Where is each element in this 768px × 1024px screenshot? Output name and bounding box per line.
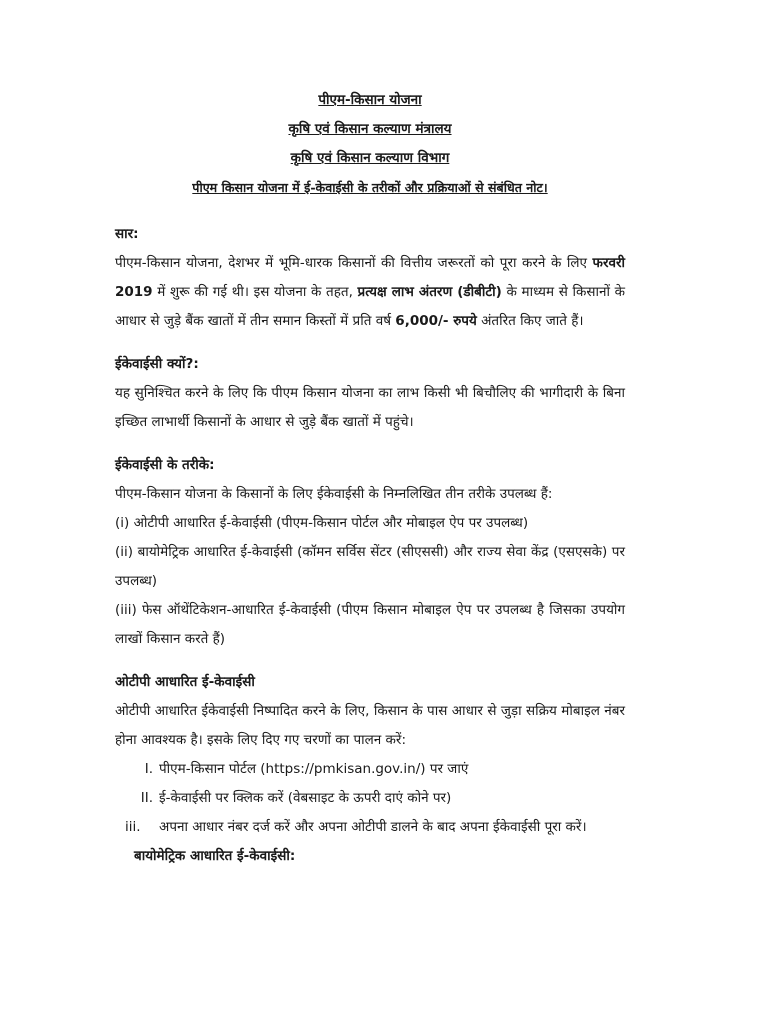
- otp-steps-list: [115, 755, 625, 842]
- list-item-number: iii.: [125, 819, 141, 835]
- summary-launch-date: फरवरी 2019: [115, 255, 625, 300]
- list-item: [115, 813, 625, 842]
- summary-heading: सार:: [115, 226, 139, 242]
- why-ekyc-paragraph: यह सुनिश्चित करने के लिए कि पीएम किसान योजना का लाभ किसी भी बिचौलिए की भागीदारी के बिना इच्छित लाभार्थी किसानों के आधार से जुड़े बैंक खातों में पहुंचे।: [115, 385, 625, 430]
- biometric-ekyc-heading: बायोमेट्रिक आधारित ई-केवाईसी:: [134, 848, 296, 864]
- list-item-text: पीएम-किसान पोर्टल (https://pmkisan.gov.in/) पर जाएं: [159, 761, 469, 777]
- list-item-text: ई-केवाईसी पर क्लिक करें (वेबसाइट के ऊपरी दाएं कोने पर): [159, 790, 452, 806]
- summary-text-a: पीएम-किसान योजना, देशभर में भूमि-धारक किसानों की वित्तीय जरूरतों को पूरा करने के लिए: [115, 255, 593, 271]
- ministry-title: कृषि एवं किसान कल्याण मंत्रालय: [288, 121, 452, 137]
- ekyc-method-otp: (i) ओटीपी आधारित ई-केवाईसी (पीएम-किसान पोर्टल और मोबाइल ऐप पर उपलब्ध): [115, 515, 529, 531]
- ekyc-method-biometric: (ii) बायोमेट्रिक आधारित ई-केवाईसी (कॉमन सर्विस सेंटर (सीएससी) और राज्य सेवा केंद्र (एसएसके) पर उपलब्ध): [115, 544, 625, 589]
- summary-text-d: अंतरित किए जाते हैं।: [476, 313, 584, 329]
- ekyc-methods-intro: पीएम-किसान योजना के किसानों के लिए ईकेवाईसी के निम्नलिखित तीन तरीके उपलब्ध हैं:: [115, 486, 553, 502]
- list-item-number: I.: [144, 761, 153, 777]
- list-item: [115, 755, 625, 784]
- scheme-title: पीएम-किसान योजना: [318, 92, 422, 108]
- note-title: पीएम किसान योजना में ई-केवाईसी के तरीकों और प्रक्रियाओं से संबंधित नोट।: [192, 180, 548, 195]
- document-page: [115, 86, 625, 871]
- summary-paragraph: [115, 249, 625, 336]
- list-item-text: अपना आधार नंबर दर्ज करें और अपना ओटीपी डालने के बाद अपना ईकेवाईसी पूरा करें।: [159, 819, 587, 835]
- otp-ekyc-intro: ओटीपी आधारित ईकेवाईसी निष्पादित करने के लिए, किसान के पास आधार से जुड़ा सक्रिय मोबाइल नंबर होना आवश्यक है। इसके लिए दिए गए चरणों का पालन करें:: [115, 703, 625, 748]
- department-title: कृषि एवं किसान कल्याण विभाग: [290, 150, 450, 166]
- ekyc-methods-heading: ईकेवाईसी के तरीके:: [115, 457, 215, 473]
- list-item-number: II.: [140, 790, 153, 806]
- why-ekyc-heading: ईकेवाईसी क्यों?:: [115, 356, 199, 372]
- otp-ekyc-heading: ओटीपी आधारित ई-केवाईसी: [115, 674, 255, 690]
- summary-amount: 6,000/- रुपये: [395, 313, 477, 329]
- list-item: [115, 784, 625, 813]
- ekyc-method-face: (iii) फेस ऑथेंटिकेशन-आधारित ई-केवाईसी (पीएम किसान मोबाइल ऐप पर उपलब्ध है जिसका उपयोग लाखों किसान करते हैं): [115, 602, 625, 647]
- summary-dbt: प्रत्यक्ष लाभ अंतरण (डीबीटी): [357, 284, 502, 300]
- summary-text-c: के माध्यम से किसानों के आधार से जुड़े बैंक खातों में तीन समान किस्तों में प्रति वर्ष: [115, 284, 626, 329]
- summary-text-b: में शुरू की गई थी। इस योजना के तहत,: [152, 284, 358, 300]
